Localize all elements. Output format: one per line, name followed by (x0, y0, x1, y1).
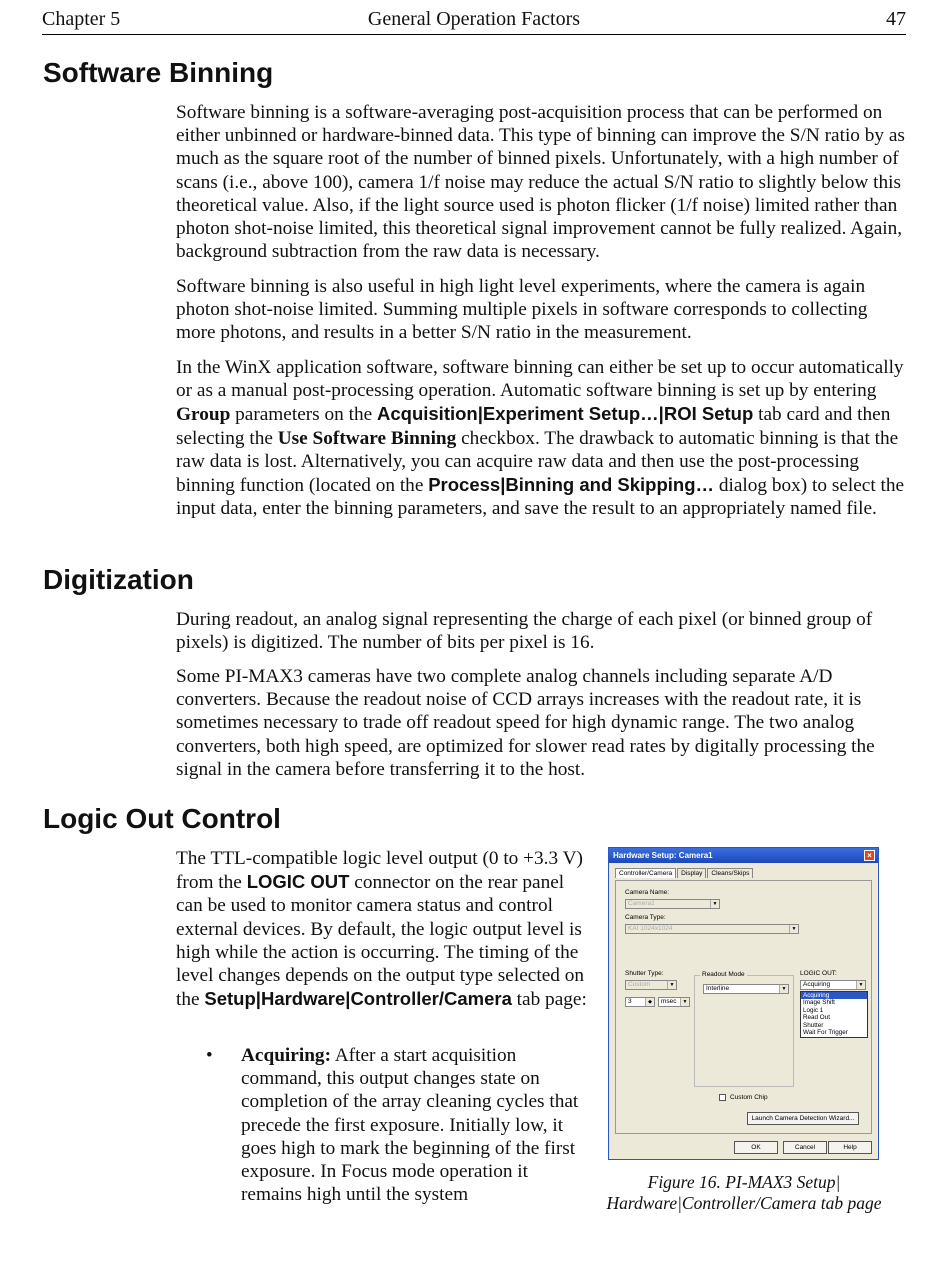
text-run: connector on the rear panel can be used to monitor camera status and control external devices. By default, the logic output level is high while the action is occurring. The timing of the level changes depends on the output type selected on the (176, 872, 584, 1011)
chevron-down-icon: ▼ (710, 900, 719, 908)
menu-path: Acquisition|Experiment Setup…|ROI Setup (377, 403, 754, 425)
bullet-marker: • (206, 1045, 213, 1066)
readout-mode-group (694, 971, 794, 1087)
bullet-term: Acquiring: (241, 1045, 331, 1066)
cancel-button: Cancel (783, 1141, 827, 1154)
paragraph: Software binning is also useful in high light level experiments, where the camera is again photon shot-noise limited. Summing multiple pixels in software corresponds to collecting more photons, and results in a better S/N ratio in the measurement. (176, 276, 868, 344)
shutter-unit-combo (658, 997, 690, 1007)
dialog-title: Hardware Setup: Camera1 (613, 851, 713, 860)
ok-button: OK (734, 1141, 778, 1154)
heading-digitization: Digitization (43, 564, 194, 595)
running-header (42, 8, 906, 35)
logic-out-label: LOGIC OUT: (800, 970, 837, 977)
shutter-type-combo (625, 980, 677, 990)
bullet-text: After a start acquisition command, this output changes state on completion of the array cleaning cycles that precede the first exposure. Initially low, it goes high to mark the beginning of the first exposure. In Focus mode operation it remains high until the system (241, 1045, 579, 1206)
menu-path: Process|Binning and Skipping… (428, 474, 714, 496)
tab-cleans-skips: Cleans/Skips (707, 868, 753, 878)
chevron-down-icon: ▼ (856, 981, 865, 989)
page-number: 47 (886, 8, 906, 30)
combo-value: msec (661, 998, 677, 1005)
caption-line: Figure 16. PI-MAX3 Setup| (647, 1172, 841, 1192)
spinner-value: 3 (628, 998, 632, 1005)
text-run: tab page: (511, 989, 587, 1011)
combo-value: KAI 1024x1024 (628, 925, 673, 932)
chevron-down-icon: ▼ (680, 998, 689, 1006)
tab-controller-camera: Controller/Camera (615, 868, 676, 878)
bullet-item-acquiring (241, 1044, 591, 1206)
logic-out-combo (800, 980, 866, 990)
spinner-arrows-icon: ◆ (645, 998, 654, 1006)
text-run: In the WinX application software, software binning can either be set up to occur automatically or as a manual post-processing operation. Automatic software binning is set up by entering (176, 357, 904, 402)
custom-chip-checkbox (719, 1094, 726, 1101)
custom-chip-label: Custom Chip (730, 1094, 768, 1101)
paragraph: Software binning is a software-averaging post-acquisition process that can be performed on either unbinned or hardware-binned data. This type of binning can improve the S/N ratio by as much as the square root of the number of binned pixels. Unfortunately, with a high number of scans (i.e., above 100), camera 1/f noise may reduce the actual S/N ratio to slightly below this theoretical value. Also, if the light source used is photon flicker (1/f noise) limited rather than photon shot-noise limited, this theoretical signal improvement cannot be fully realized. Again, background subtraction from the raw data is necessary. (176, 102, 905, 263)
list-item: Logic 1 (803, 1006, 824, 1014)
hardware-setup-dialog-screenshot (608, 847, 879, 1160)
heading-software-binning: Software Binning (43, 57, 274, 88)
text-run: parameters on the (230, 404, 377, 426)
tab-panel (615, 880, 872, 1134)
readout-mode-combo (703, 984, 789, 994)
logic-out-options-list (800, 991, 868, 1038)
list-item: Read Out (803, 1014, 830, 1022)
bold-term: Group (176, 404, 231, 426)
camera-type-combo (625, 924, 799, 934)
paragraph: During readout, an analog signal representing the charge of each pixel (or binned group of pixels) is digitized. The number of bits per pixel is 16. (176, 609, 873, 654)
text-run: dialog box) to select the input data, enter the binning parameters, and save the result to an appropriately named file. (176, 475, 905, 520)
paragraph: Some PI-MAX3 cameras have two complete analog channels including separate A/D converters. Because the readout noise of CCD arrays increases with the readout rate, it is sometimes necessary to trade off readout speed for high dynamic range. The two analog converters, both high speed, are optimized for slower read rates by digitally processing the signal in the camera before transferring it to the host. (176, 666, 875, 780)
text-run: tab card and then selecting the (176, 404, 891, 449)
tab-display: Display (677, 868, 706, 878)
section-title: General Operation Factors (367, 8, 581, 30)
help-button: Help (828, 1141, 872, 1154)
figure-caption (590, 1172, 898, 1214)
shutter-type-label: Shutter Type: (625, 970, 664, 977)
heading-logic-out-control: Logic Out Control (43, 803, 281, 834)
dialog-tabs (615, 868, 754, 880)
readout-mode-label: Readout Mode (702, 971, 745, 978)
camera-name-label: Camera Name: (625, 889, 670, 896)
combo-value: Custom (628, 981, 651, 988)
chapter-label: Chapter 5 (42, 8, 121, 30)
combo-value: Acquiring (803, 981, 831, 988)
chevron-down-icon: ▼ (789, 925, 798, 933)
launch-detection-wizard-button: Launch Camera Detection Wizard... (747, 1112, 859, 1125)
dialog-titlebar (609, 848, 878, 863)
chevron-down-icon: ▼ (779, 985, 788, 993)
combo-value: Interline (706, 985, 730, 992)
caption-line: Hardware|Controller/Camera tab page (606, 1193, 882, 1213)
paragraph (176, 356, 908, 520)
text-run: The TTL-compatible logic level output (0 to +3.3 V) from the (176, 848, 583, 894)
shutter-time-spinner (625, 997, 655, 1007)
connector-name: LOGIC OUT (246, 871, 350, 893)
chevron-down-icon: ▼ (667, 981, 676, 989)
camera-name-combo (625, 899, 720, 909)
menu-path: Setup|Hardware|Controller/Camera (204, 988, 512, 1010)
list-item: Wait For Trigger (803, 1029, 848, 1037)
list-item: Image Shift (803, 999, 835, 1007)
bold-term: Use Software Binning (277, 427, 457, 449)
text-run: checkbox. The drawback to automatic binning is that the raw data is lost. Alternatively, you can acquire raw data and then use the post-processing binning function (located on the (176, 427, 899, 497)
list-item: Shutter (803, 1021, 824, 1029)
list-item: Acquiring (801, 992, 867, 999)
combo-value: Camera1 (628, 900, 655, 907)
paragraph (176, 847, 588, 1011)
camera-type-label: Camera Type: (625, 914, 666, 921)
close-icon: × (864, 850, 875, 861)
